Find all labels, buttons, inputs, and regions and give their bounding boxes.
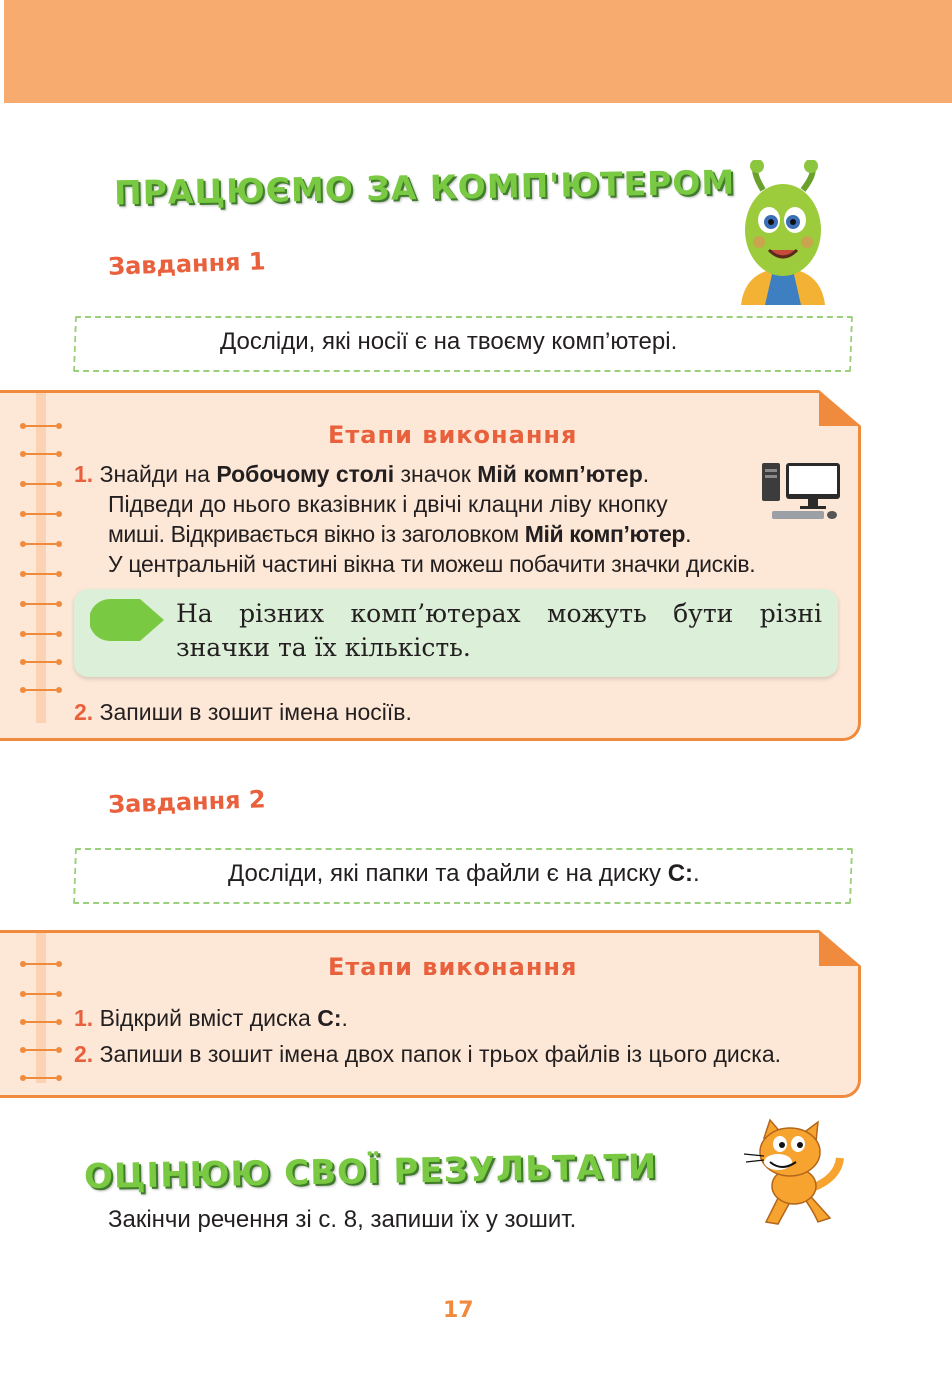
arrow-icon [90, 599, 164, 641]
cat-mascot-illustration [742, 1118, 846, 1228]
computer-icon [760, 461, 842, 523]
info-note [74, 589, 838, 677]
step-1-line-2: Підведи до нього вказівник і двічі клацни ліву кнопку [108, 491, 668, 517]
section-heading-self-assessment: ОЦІНЮЮ СВОЇ РЕЗУЛЬТАТИ [83, 1147, 658, 1197]
task-2-prompt: Досліди, які папки та файли є на диску C:. [228, 860, 700, 887]
note-text: На різних комп’ютерах можуть бути різні значки та їх кількість. [176, 599, 822, 662]
task-2-heading: Завдання 2 [107, 785, 267, 819]
task-1-heading: Завдання 1 [107, 247, 267, 281]
task-1-prompt: Досліди, які носії є на твоєму комп’ютері. [220, 328, 678, 355]
alien-mascot-illustration [733, 160, 833, 305]
step-2-line: 2. Запиши в зошит імена двох папок і трьох файлів із цього диска. [74, 1041, 782, 1067]
task-2-stages-card [0, 930, 861, 1098]
step-1-line-4: У центральній частині вікна ти можеш побачити значки дисків. [108, 551, 756, 577]
step-1-line: 1. Відкрий вміст диска C:. [74, 1005, 348, 1031]
stages-title: Етапи виконання [328, 421, 578, 449]
task-1-stages-card [0, 390, 861, 741]
top-color-band [4, 0, 952, 103]
step-1-line-1: 1. Знайди на Робочому столі значок Мій комп’ютер. [74, 461, 650, 487]
stages-title: Етапи виконання [328, 953, 578, 981]
section-heading-computer-work: ПРАЦЮЄМО ЗА КОМП'ЮТЕРОМ [113, 162, 736, 213]
step-2-line: 2. Запиши в зошит імена носіїв. [74, 699, 412, 725]
self-assessment-text: Закінчи речення зі с. 8, запиши їх у зошит. [108, 1206, 577, 1233]
page-number: 17 [443, 1298, 474, 1323]
step-1-line-3: миші. Відкривається вікно із заголовком Мій комп’ютер. [108, 521, 692, 547]
